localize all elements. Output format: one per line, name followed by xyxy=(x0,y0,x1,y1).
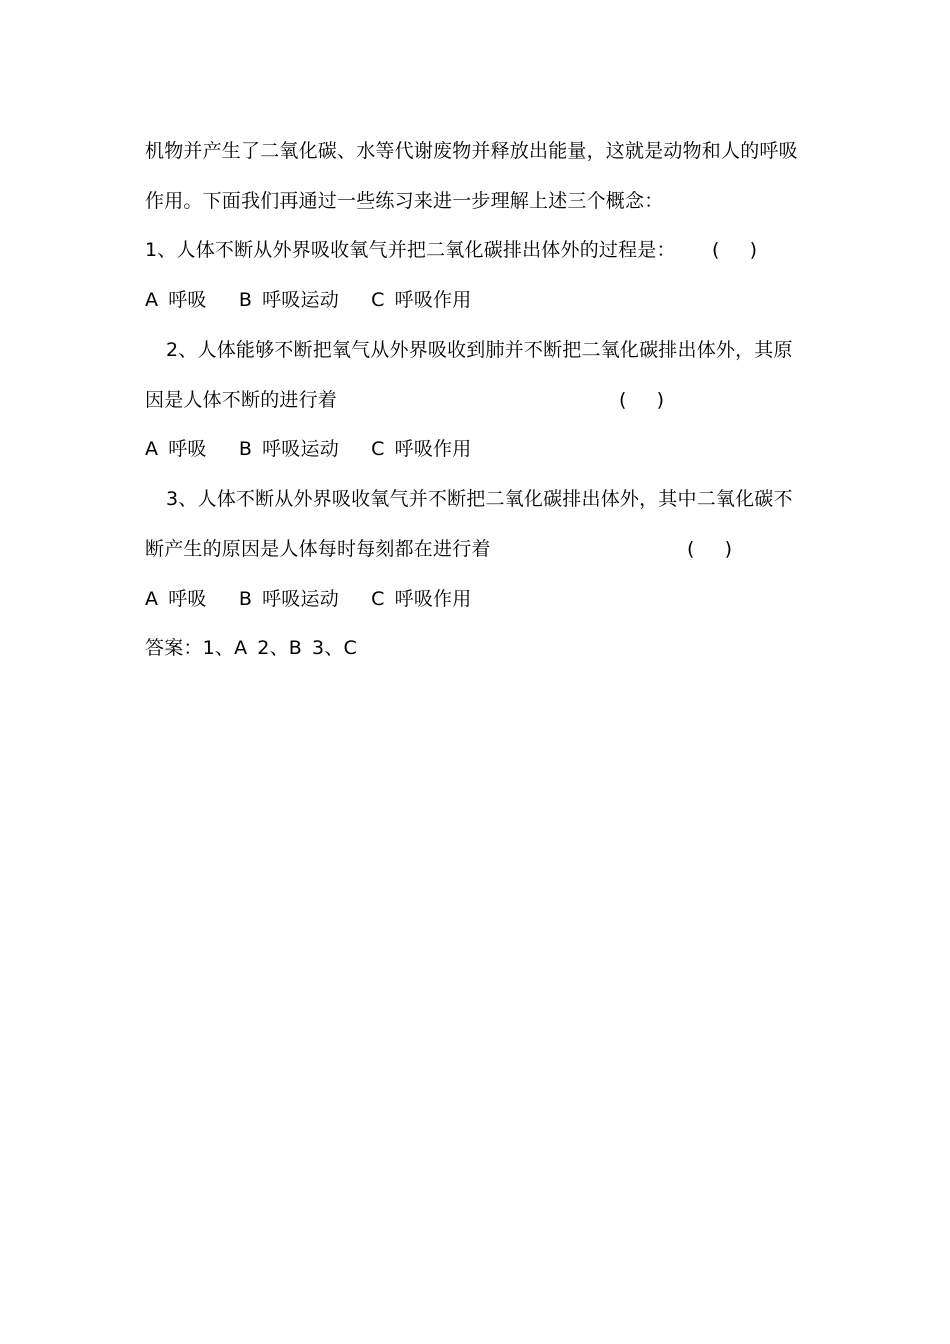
option-text: 呼吸运动 xyxy=(262,438,339,460)
intro-line-1: 机物并产生了二氧化碳、水等代谢废物并释放出能量，这就是动物和人的呼吸 xyxy=(145,140,798,162)
option-letter: B xyxy=(238,588,253,610)
option-text: 呼吸作用 xyxy=(394,289,472,311)
option-text: 呼吸运动 xyxy=(262,289,339,311)
option-letter: C xyxy=(371,438,385,460)
question-1-options xyxy=(145,286,471,314)
intro-line-2: 作用。下面我们再通过一些练习来进一步理解上述三个概念： xyxy=(145,190,664,212)
option-letter: B xyxy=(238,289,253,311)
option-a xyxy=(145,585,207,613)
option-letter: A xyxy=(145,588,159,610)
answer-label: 答案： xyxy=(145,637,203,659)
option-b xyxy=(239,435,339,463)
question-2-options xyxy=(145,435,471,463)
question-3-text-line-2: 断产生的原因是人体每时每刻都在进行着 xyxy=(145,538,491,560)
answer-item: 3、C xyxy=(312,637,357,659)
question-2-text-line-2: 因是人体不断的进行着 xyxy=(145,389,338,411)
question-2-text-line-1: 2、人体能够不断把氧气从外界吸收到肺并不断把二氧化碳排出体外，其原 xyxy=(166,339,793,361)
question-1-text: 1、人体不断从外界吸收氧气并把二氧化碳排出体外的过程是： xyxy=(145,239,676,261)
answer-item: 1、A xyxy=(202,637,248,659)
answer-item: 2、B xyxy=(257,637,303,659)
option-letter: A xyxy=(145,438,159,460)
option-a xyxy=(145,286,207,314)
question-3-options xyxy=(145,585,471,613)
question-3-text-line-1: 3、人体不断从外界吸收氧气并不断把二氧化碳排出体外，其中二氧化碳不 xyxy=(166,488,793,510)
question-2-answer-bracket: ( ) xyxy=(619,389,665,411)
option-text: 呼吸运动 xyxy=(262,588,339,610)
option-letter: A xyxy=(145,289,159,311)
option-letter: C xyxy=(371,588,385,610)
answer-key xyxy=(145,634,357,662)
option-letter: B xyxy=(238,438,253,460)
option-text: 呼吸 xyxy=(168,588,207,610)
option-c xyxy=(371,286,471,314)
question-1-answer-bracket: ( ) xyxy=(712,239,758,261)
option-a xyxy=(145,435,207,463)
option-text: 呼吸作用 xyxy=(394,588,472,610)
option-b xyxy=(239,585,339,613)
question-3-answer-bracket: ( ) xyxy=(687,538,733,560)
option-c xyxy=(371,435,471,463)
option-c xyxy=(371,585,471,613)
option-text: 呼吸作用 xyxy=(394,438,472,460)
option-letter: C xyxy=(371,289,385,311)
option-b xyxy=(239,286,339,314)
option-text: 呼吸 xyxy=(168,289,207,311)
option-text: 呼吸 xyxy=(168,438,207,460)
